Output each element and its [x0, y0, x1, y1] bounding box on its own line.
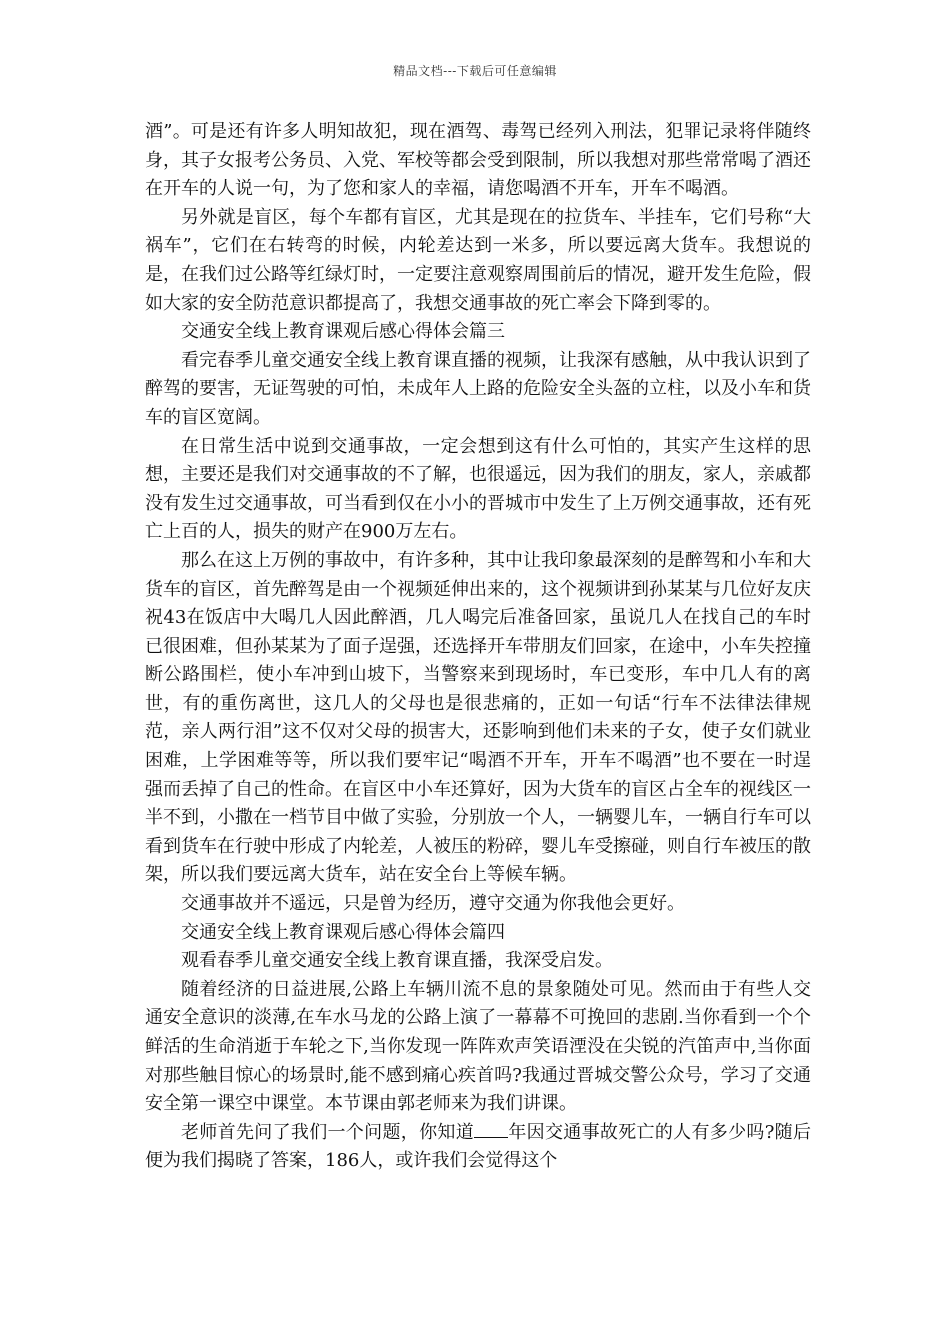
- paragraph: 那么在这上万例的事故中，有许多种，其中让我印象最深刻的是醉驾和小车和大货车的盲区，首先醉驾是由一个视频延伸出来的，这个视频讲到孙某某与几位好友庆祝43在饭店中大喝几人因此醉酒，几人喝完后准备回家，虽说几人在找自己的车时已很困难，但孙某某为了面子逞强，还选择开车带朋友们回家，在途中，小车失控撞断公路围栏，使小车冲到山坡下，当警察来到现场时，车已变形，车中几人有的离世，有的重伤离世，这几人的父母也是很悲痛的，正如一句话“行车不法律法律规范，亲人两行泪”这不仅对父母的损害大，还影响到他们未来的子女，使子女们就业困难，上学困难等等，所以我们要牢记“喝酒不开车，开车不喝酒”也不要在一时逞强而丢掉了自己的性命。在盲区中小车还算好，因为大货车的盲区占全车的视线区一半不到，小撒在一档节目中做了实验，分别放一个人，一辆婴儿车，一辆自行车可以看到货车在行驶中形成了内轮差，人被压的粉碎，婴儿车受擦碰，则自行车被压的散架，所以我们要远离大货车，站在安全台上等候车辆。: [145, 549, 811, 886]
- paragraph: 交通事故并不遥远，只是曾为经历，遵守交通为你我他会更好。: [181, 893, 685, 915]
- paragraph: 观看春季儿童交通安全线上教育课直播，我深受启发。: [181, 950, 613, 972]
- section-heading: 交通安全线上教育课观后感心得体会篇三: [181, 321, 505, 343]
- paragraph: 随着经济的日益进展,公路上车辆川流不息的景象随处可见。然而由于有些人交通安全意识的淡薄,在车水马龙的公路上演了一幕幕不可挽回的悲剧.当你看到一个个鲜活的生命消逝于车轮之下,当你发现一阵阵欢声笑语湮没在尖锐的汽笛声中,当你面对那些触目惊心的场景时,能不感到痛心疾首吗?我通过晋城交警公众号，学习了交通安全第一课空中课堂。本节课由郭老师来为我们讲课。: [145, 978, 811, 1115]
- paragraph-text-after-blank: 年因交通事故死亡的人有多少吗?随后便为我们揭晓了答案，186人，或许我们会觉得这个: [145, 1121, 811, 1172]
- paragraph: 酒”。可是还有许多人明知故犯，现在酒驾、毒驾已经列入刑法，犯罪记录将伴随终身，其子女报考公务员、入党、军校等都会受到限制，所以我想对那些常常喝了酒还在开车的人说一句，为了您和家人的幸福，请您喝酒不开车，开车不喝酒。: [145, 121, 811, 200]
- paragraph: 另外就是盲区，每个车都有盲区，尤其是现在的拉货车、半挂车，它们号称“大祸车”，它们在右转弯的时候，内轮差达到一米多，所以要远离大货车。我想说的是，在我们过公路等红绿灯时，一定要注意观察周围前后的情况，避开发生危险，假如大家的安全防范意识都提高了，我想交通事故的死亡率会下降到零的。: [145, 206, 811, 314]
- paragraph: [145, 1119, 811, 1176]
- paragraph-text-before-blank: 老师首先问了我们一个问题，你知道: [181, 1121, 475, 1143]
- fill-in-blank: [474, 1121, 508, 1138]
- paragraph: 在日常生活中说到交通事故，一定会想到这有什么可怕的，其实产生这样的思想，主要还是我们对交通事故的不了解，也很遥远，因为我们的朋友，家人，亲戚都没有发生过交通事故，可当看到仅在小小的晋城市中发生了上万例交通事故，还有死亡上百的人，损失的财产在900万左右。: [145, 435, 811, 543]
- page-header: 精品文档---下载后可任意编辑: [393, 64, 557, 78]
- document-body: [145, 118, 811, 1176]
- paragraph: 看完春季儿童交通安全线上教育课直播的视频，让我深有感触，从中我认识到了醉驾的要害，无证驾驶的可怕，未成年人上路的危险安全头盔的立柱，以及小车和货车的盲区宽阔。: [145, 349, 811, 428]
- section-heading: 交通安全线上教育课观后感心得体会篇四: [181, 921, 505, 943]
